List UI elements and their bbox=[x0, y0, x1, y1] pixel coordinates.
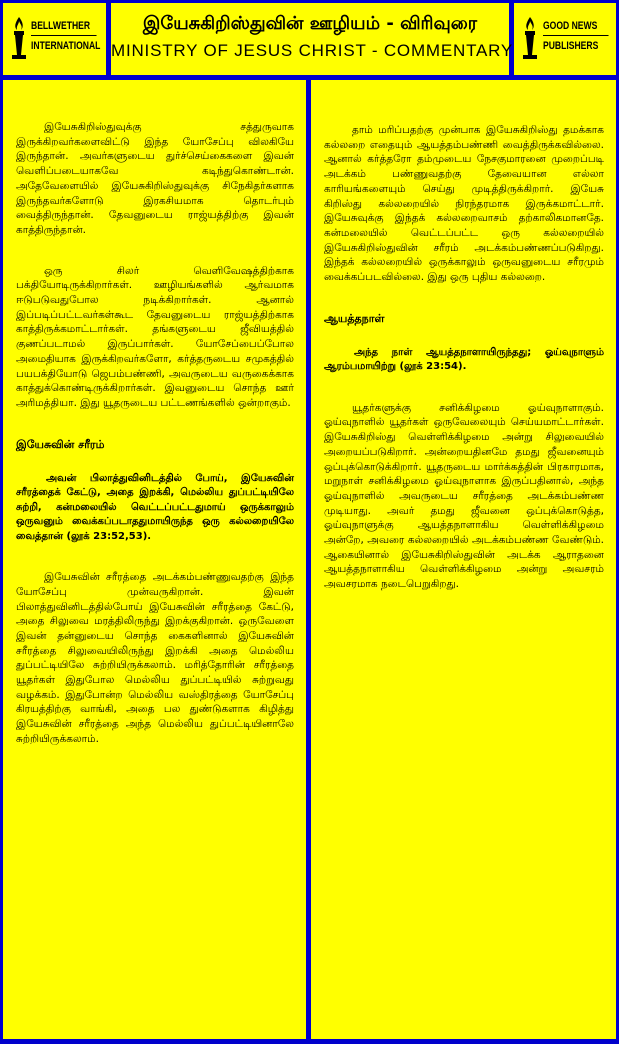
paragraph: இயேசுகிறிஸ்துவுக்கு சத்துருவாக இருக்கிறவர்களைவிட்டு இந்த யோசேப்பு விலகியே இருந்தான். அவர்களுடைய துர்ச்செய்கைகளை இவன் வெளிப்படையாகவே கடிந்துகொண்டான். அதேவேளையில் இயேசுகிறிஸ்துவுக்கு சிநேகிதர்களாக இருந்தவர்களோடு இரகசியமாக தொடர்பும் வைத்திருந்தான். தேவனுடைய ராஜ்யத்திற்கு இவன் காத்திருந்தான். bbox=[16, 121, 294, 236]
right-column bbox=[311, 80, 616, 1039]
section-heading: இயேசுவின் சரீரம் bbox=[16, 437, 105, 451]
torch-icon bbox=[519, 15, 541, 61]
logo-line-1: BELLWETHER bbox=[31, 17, 97, 36]
logo-line-2: INTERNATIONAL bbox=[31, 40, 101, 52]
logo-line-1: GOOD NEWS bbox=[543, 17, 609, 36]
torch-icon bbox=[8, 15, 30, 61]
scripture-quote: அந்த நாள் ஆயத்தநாளாயிருந்தது; ஓய்வுநாளும் ஆரம்பமாயிற்று (லூக் 23:54). bbox=[324, 346, 604, 373]
paragraph: தாம் மரிப்பதற்கு முன்பாக இயேசுகிறிஸ்து தமக்காக கல்லறை எதையும் ஆயத்தம்பண்ணி வைத்திருக்கவில்லை. ஆனால் கர்த்தரோ தம்முடைய நேசகுமாரனை முறைப்படி அடக்கம் பண்ணுவதற்கு தேவையான எல்லா காரியங்களையும் செய்து முடித்திருக்கிறார். இயேசு கிறிஸ்து கல்லறையில் நிரந்தரமாக இருக்கமாட்டார். இயேசுவுக்கு இந்தக் கல்லறைவாசம் தற்காலிகமானதே. கன்மலையில் வெட்டப்பட்ட ஒரு கல்லறையில் இயேசுகிறிஸ்துவின் சரீரம் அடக்கம்பண்ணப்படுகிறது. இந்தக் கல்லறையில் ஒருக்காலும் ஒருவனுடைய சரீரமும் வைக்கப்படவில்லை. இது ஒரு புதிய கல்லறை. bbox=[324, 124, 604, 284]
paragraph: ஒரு சிலர் வெளிவேஷத்திற்காக பக்தியோடிருக்கிறார்கள். ஊழியங்களில் ஆர்வமாக ஈடுபடுவதுபோல நடிக்கிறார்கள். ஆனால் இப்படிப்பட்டவர்கள்கூட தேவனுடைய ராஜ்யத்திற்காக காத்திருக்கமாட்டார்கள். தங்களுடைய ஜீவியத்தில் குணப்படாமல் இருப்பார்கள். யோசேப்பைப்போல அமைதியாக இருக்கிறவர்களோ, கர்த்தருடைய சமுகத்தில் பயபக்தியோடு ஜெபம்பண்ணி, அவருடைய வருகைக்காக காத்துக்கொண்டிருக்கிறார்கள். இவனுடைய சொந்த ஊர் அரிமத்தியா. இது யூதருடைய பட்டணங்களில் ஒன்றாகும். bbox=[16, 264, 294, 409]
bellwether-logo bbox=[3, 3, 106, 75]
paragraph: இயேசுவின் சரீரத்தை அடக்கம்பண்ணுவதற்கு இந்த யோசேப்பு முன்வருகிறான். இவன் பிலாத்துவினிடத்தில்போய் இயேசுவின் சரீரத்தை கேட்டு, அதை சிலுவை மரத்திலிருந்து இறக்குகிறான். ஒருவேளை இவன் தன்னுடைய சொந்த கைகளினால் இயேசுவின் சரீரத்தை சிலுவையிலிருந்து இறக்கி அதை மெல்லிய துப்பட்டியிலே சுற்றியிருக்கலாம். மரித்தோரின் சரீரத்தை யூதர்கள் இதுபோல மெல்லிய துப்பட்டியில் சுற்றுவது வழக்கம். இதுபோன்ற மெல்லிய வஸ்திரத்தை யோசேப்பு கிரயத்திற்கு வாங்கி, அதை பல துண்டுகளாக கிழித்து இயேசுவின் சரீரத்தை அந்த மெல்லிய துப்பட்டியினாலே சுற்றியிருக்கலாம். bbox=[16, 571, 294, 745]
bellwether-logo-text bbox=[31, 17, 100, 57]
bellwether-logo-box bbox=[3, 3, 106, 75]
goodnews-logo bbox=[514, 3, 616, 75]
page-title-english: MINISTRY OF JESUS CHRIST - COMMENTARY bbox=[111, 41, 514, 60]
header-title-box bbox=[111, 3, 514, 75]
scripture-quote: அவன் பிலாத்துவினிடத்தில் போய், இயேசுவின் சரீரத்தைக் கேட்டு, அதை இறக்கி, மெல்லிய துப்பட்டியிலே சுற்றி, கன்மலையில் வெட்டப்பட்டதுமாய் ஒருக்காலும் ஒருவனும் வைக்கப்படாததுமாயிருந்த ஒரு கல்லறையிலே வைத்தான் (லூக் 23:52,53). bbox=[16, 472, 294, 542]
goodnews-logo-box bbox=[514, 3, 616, 75]
goodnews-logo-text bbox=[543, 17, 609, 57]
logo-line-2: PUBLISHERS bbox=[543, 40, 599, 52]
section-heading: ஆயத்தநாள் bbox=[324, 311, 385, 325]
paragraph: யூதர்களுக்கு சனிக்கிழமை ஓய்வுநாளாகும். ஓய்வுநாளில் யூதர்கள் ஒருவேலையும் செய்யமாட்டார்கள். இயேசுகிறிஸ்து வெள்ளிக்கிழமை அன்று சிலுவையில் அறையப்படுகிறார். அன்றையதினமே தமது ஜீவனையும் ஒப்புக்கொடுக்கிறார். யூதருடைய மார்க்கத்தின் பிரகாரமாக, மறுநாள் சனிக்கிழமை ஓய்வுநாளாக இருப்பதினால், அந்த ஓய்வுநாளில் அவருடைய சரீரத்தை அடக்கம்பண்ண முடியாது. அவர் தமது ஜீவனை ஒப்புக்கொடுத்த, ஓய்வுநாளுக்கு ஆயத்தநாளாகிய வெள்ளிக்கிழமை அன்றே, அவரை கல்லறையில் அடக்கம்பண்ண வேண்டும். ஆகையினால் இயேசுகிறிஸ்துவின் அடக்க ஆராதனை ஆயத்தநாளாகிய வெள்ளிக்கிழமை அன்று அவசரம் அவசரமாக நடைபெறுகிறது. bbox=[324, 401, 604, 591]
page-title-tamil: இயேசுகிறிஸ்துவின் ஊழியம் - விரிவுரை bbox=[142, 13, 478, 34]
left-column bbox=[3, 80, 306, 1039]
